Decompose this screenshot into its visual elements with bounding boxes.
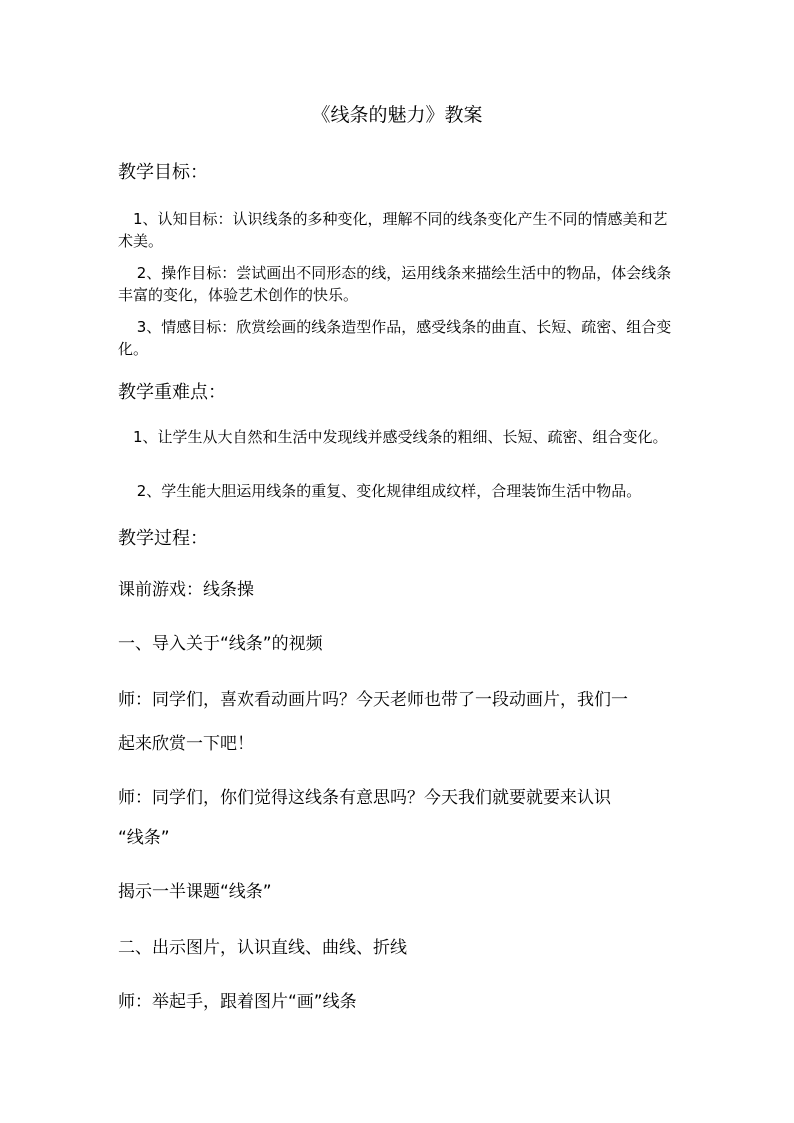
objective-item-2: 2、操作目标：尝试画出不同形态的线，运用线条来描绘生活中的物品，体会线条丰富的变化，体验艺术创作的快乐。 bbox=[118, 264, 672, 304]
process-line-9: 师：举起手，跟着图片“画”线条 bbox=[118, 992, 357, 1012]
process-line-6: “线条” bbox=[118, 828, 170, 848]
objective-item-3: 3、情感目标：欣赏绘画的线条造型作品，感受线条的曲直、长短、疏密、组合变化。 bbox=[118, 318, 672, 358]
objective-item-1: 1、认知目标：认识线条的多种变化，理解不同的线条变化产生不同的情感美和艺术美。 bbox=[118, 210, 668, 250]
process-line-7: 揭示一半课题“线条” bbox=[118, 882, 272, 902]
key-points-heading: 教学重难点： bbox=[118, 382, 226, 403]
process-line-3: 师：同学们，喜欢看动画片吗？今天老师也带了一段动画片，我们一 bbox=[118, 690, 628, 710]
process-line-5: 师：同学们，你们觉得这线条有意思吗？今天我们就要就要来认识 bbox=[118, 788, 611, 808]
process-line-4: 起来欣赏一下吧！ bbox=[118, 734, 254, 754]
objectives-heading: 教学目标： bbox=[118, 162, 208, 183]
process-line-2: 一、导入关于“线条”的视频 bbox=[118, 634, 323, 654]
key-point-item-2: 2、学生能大胆运用线条的重复、变化规律组成纹样，合理装饰生活中物品。 bbox=[136, 482, 642, 500]
process-line-1: 课前游戏：线条操 bbox=[118, 580, 254, 600]
document-title: 《线条的魅力》教案 bbox=[311, 104, 483, 126]
process-heading: 教学过程： bbox=[118, 528, 208, 549]
process-line-8: 二、出示图片，认识直线、曲线、折线 bbox=[118, 938, 407, 958]
key-point-item-1: 1、让学生从大自然和生活中发现线并感受线条的粗细、长短、疏密、组合变化。 bbox=[133, 428, 668, 446]
